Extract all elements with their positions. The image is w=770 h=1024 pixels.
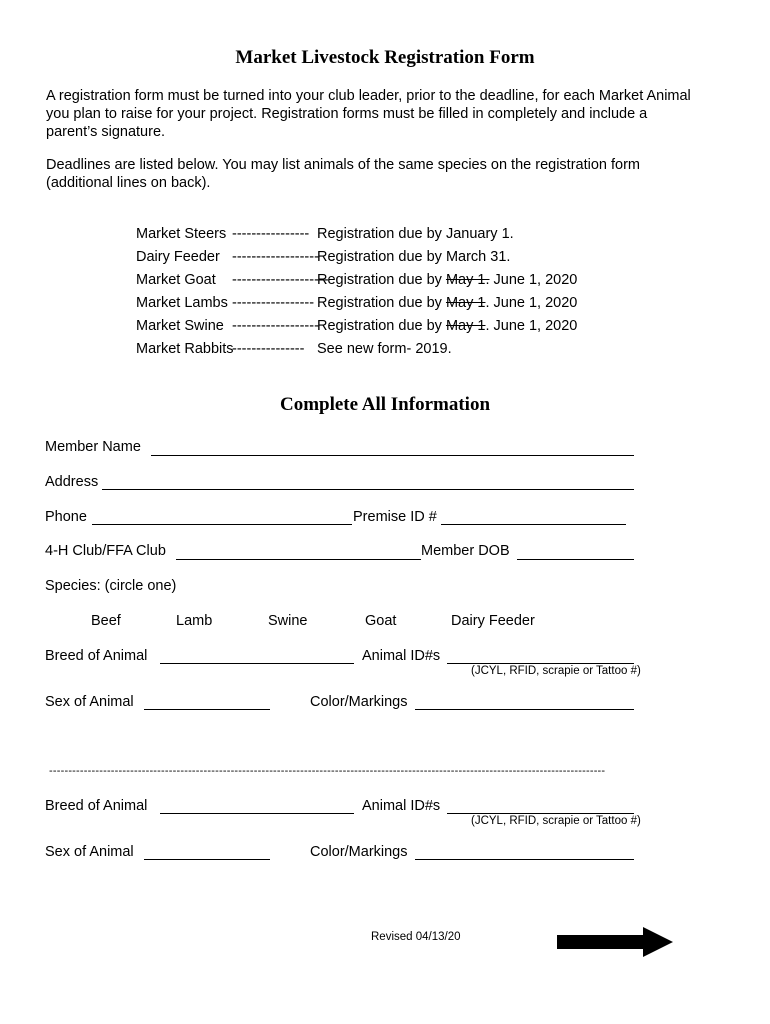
animal-id-field[interactable] bbox=[447, 663, 634, 664]
species-option-swine[interactable]: Swine bbox=[268, 613, 308, 629]
breed-label: Breed of Animal bbox=[45, 648, 148, 664]
animal-id-label-2: Animal ID#s bbox=[362, 798, 441, 814]
premise-id-field[interactable] bbox=[441, 524, 626, 525]
deadline-dairy-feeder: Dairy Feeder ------------------Registration due by March 31. bbox=[136, 249, 511, 265]
member-dob-field[interactable] bbox=[517, 559, 634, 560]
intro-line: parent’s signature. bbox=[46, 124, 166, 140]
intro-line: you plan to raise for your project. Registration forms must be filled in completely and include a bbox=[46, 106, 648, 122]
struck-date: May 1 bbox=[445, 318, 486, 334]
sex-field-2[interactable] bbox=[144, 859, 270, 860]
animal-id-field-2[interactable] bbox=[447, 813, 634, 814]
cut-line-divider: ------------------------------------------------------------------------------------------------------------------------------------------------ bbox=[49, 765, 606, 777]
deadline-note-line: Deadlines are listed below. You may list animals of the same species on the registration form bbox=[46, 157, 641, 173]
sex-label: Sex of Animal bbox=[45, 694, 134, 710]
revised-date: Revised 04/13/20 bbox=[371, 931, 461, 943]
color-markings-field-2[interactable] bbox=[415, 859, 634, 860]
species-option-dairy-feeder[interactable]: Dairy Feeder bbox=[451, 613, 535, 629]
sex-label-2: Sex of Animal bbox=[45, 844, 134, 860]
premise-id-label: Premise ID # bbox=[353, 509, 437, 525]
deadline-note bbox=[46, 156, 736, 192]
struck-date: May 1 bbox=[445, 295, 486, 311]
club-label: 4-H Club/FFA Club bbox=[45, 543, 166, 559]
form-title: Market Livestock Registration Form bbox=[235, 47, 535, 68]
species-option-lamb[interactable]: Lamb bbox=[176, 613, 213, 629]
deadline-goat: Market Goat --------------------Registration due by May 1. June 1, 2020 bbox=[136, 272, 578, 288]
animal-id-hint: (JCYL, RFID, scrapie or Tattoo #) bbox=[471, 665, 641, 677]
color-markings-label: Color/Markings bbox=[310, 694, 408, 710]
species-option-beef[interactable]: Beef bbox=[91, 613, 121, 629]
color-markings-field[interactable] bbox=[415, 709, 634, 710]
deadline-note-line: (additional lines on back). bbox=[46, 175, 211, 191]
deadline-rabbits: Market Rabbits--------------- See new form- 2019. bbox=[136, 341, 452, 357]
member-dob-label: Member DOB bbox=[421, 543, 510, 559]
breed-field-2[interactable] bbox=[160, 813, 354, 814]
species-option-goat[interactable]: Goat bbox=[365, 613, 397, 629]
animal-id-hint-2: (JCYL, RFID, scrapie or Tattoo #) bbox=[471, 815, 641, 827]
deadline-swine: Market Swine ------------------Registration due by May 1. June 1, 2020 bbox=[136, 318, 578, 334]
section-title: Complete All Information bbox=[279, 394, 491, 415]
right-arrow-icon[interactable] bbox=[556, 926, 674, 958]
sex-field[interactable] bbox=[144, 709, 270, 710]
phone-field[interactable] bbox=[92, 524, 352, 525]
intro-line: A registration form must be turned into your club leader, prior to the deadline, for each Market Animal bbox=[46, 88, 691, 104]
struck-date: May 1. bbox=[445, 272, 490, 288]
deadline-lambs: Market Lambs ----------------- Registration due by May 1. June 1, 2020 bbox=[136, 295, 578, 311]
intro-paragraph bbox=[46, 87, 736, 141]
phone-label: Phone bbox=[45, 509, 87, 525]
breed-label-2: Breed of Animal bbox=[45, 798, 148, 814]
member-name-field[interactable] bbox=[151, 455, 634, 456]
color-markings-label-2: Color/Markings bbox=[310, 844, 408, 860]
member-name-label: Member Name bbox=[45, 439, 141, 455]
breed-field[interactable] bbox=[160, 663, 354, 664]
deadline-steers: Market Steers ---------------- Registration due by January 1. bbox=[136, 226, 514, 242]
address-field[interactable] bbox=[102, 489, 634, 490]
animal-id-label: Animal ID#s bbox=[362, 648, 441, 664]
species-label: Species: (circle one) bbox=[45, 578, 177, 594]
address-label: Address bbox=[45, 474, 99, 490]
club-field[interactable] bbox=[176, 559, 421, 560]
